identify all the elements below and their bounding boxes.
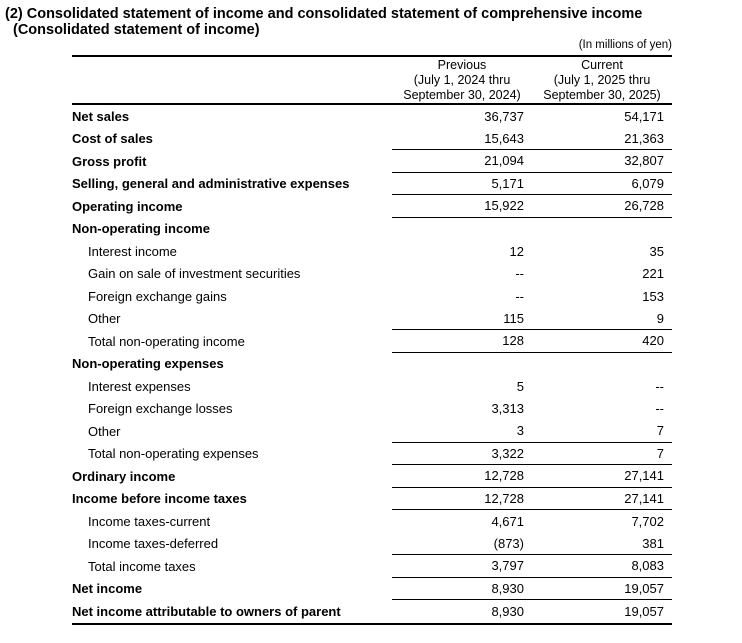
- row-label: Interest income: [88, 243, 177, 259]
- row-value-current: --: [655, 378, 664, 394]
- row-value-previous: --: [515, 266, 524, 282]
- row-value-previous: 36,737: [484, 108, 524, 124]
- row-value-current: 420: [532, 330, 672, 353]
- row-value-previous: 115: [392, 308, 532, 331]
- header-previous-period: [392, 57, 532, 103]
- unit-note: (In millions of yen): [578, 39, 672, 51]
- row-value-previous: [392, 353, 532, 376]
- row-label: Gross profit: [72, 153, 147, 169]
- row-value-previous: 3,322: [392, 443, 532, 466]
- page-title: [5, 6, 642, 38]
- table-row: [72, 600, 672, 623]
- row-value-current: [532, 353, 672, 376]
- row-value-current: 381: [532, 533, 672, 556]
- row-value-current: 221: [642, 266, 664, 282]
- row-value-current: 7,702: [631, 513, 664, 529]
- header-current-name: Current: [581, 57, 623, 72]
- row-label: Total non-operating expenses: [88, 446, 259, 462]
- row-label: Non-operating expenses: [72, 356, 224, 372]
- table-row: [72, 578, 672, 601]
- row-label: Ordinary income: [72, 468, 176, 484]
- row-value-previous: 3: [392, 420, 532, 443]
- row-value-current: 54,171: [624, 108, 664, 124]
- row-label: Income before income taxes: [72, 491, 247, 507]
- table-row: [72, 353, 672, 376]
- table-row: [72, 240, 672, 263]
- row-value-previous: 12,728: [392, 488, 532, 511]
- row-value-current: 6,079: [532, 173, 672, 196]
- row-value-previous: 4,671: [491, 513, 524, 529]
- row-value-current: 19,057: [532, 578, 672, 601]
- row-label: Income taxes-current: [88, 513, 211, 529]
- row-value-current: 26,728: [532, 195, 672, 218]
- table-row: [72, 285, 672, 308]
- row-value-previous: [392, 218, 532, 241]
- table-row: [72, 218, 672, 241]
- row-label: Cost of sales: [72, 131, 153, 147]
- row-label: Selling, general and administrative expenses: [72, 176, 350, 192]
- table-row: [72, 420, 672, 443]
- row-value-previous: --: [515, 288, 524, 304]
- row-label: Foreign exchange losses: [88, 401, 233, 417]
- table-row: [72, 150, 672, 173]
- table-row: [72, 173, 672, 196]
- table-row: [72, 398, 672, 421]
- table-body: [72, 105, 672, 625]
- row-label: Income taxes-deferred: [88, 536, 219, 552]
- row-label: Other: [88, 311, 121, 327]
- row-label: Total income taxes: [88, 558, 196, 574]
- row-value-previous: 8,930: [491, 603, 524, 619]
- table-row: [72, 465, 672, 488]
- row-value-previous: (873): [392, 533, 532, 556]
- row-label: Net sales: [72, 108, 130, 124]
- header-current-period-line1: (July 1, 2025 thru: [553, 72, 651, 87]
- table-row: [72, 128, 672, 151]
- table-row: [72, 443, 672, 466]
- table-row: [72, 510, 672, 533]
- row-value-previous: 15,643: [392, 128, 532, 151]
- table-row: [72, 330, 672, 353]
- row-value-current: 7: [532, 443, 672, 466]
- row-value-previous: 12,728: [392, 465, 532, 488]
- header-previous-name: Previous: [437, 57, 487, 72]
- row-value-current: 19,057: [624, 603, 664, 619]
- row-value-current: 7: [532, 420, 672, 443]
- row-value-current: 35: [649, 243, 664, 259]
- row-value-previous: 128: [392, 330, 532, 353]
- row-value-previous: 3,797: [392, 555, 532, 578]
- row-label: Foreign exchange gains: [88, 288, 227, 304]
- header-previous-period-line1: (July 1, 2024 thru: [413, 72, 511, 87]
- table-row: [72, 375, 672, 398]
- income-statement-table: [72, 55, 672, 625]
- header-previous-period-line2: September 30, 2024): [403, 88, 521, 103]
- row-label: Interest expenses: [88, 378, 191, 394]
- row-value-current: 21,363: [532, 128, 672, 151]
- row-label: Net income: [72, 581, 143, 597]
- row-value-current: 8,083: [532, 555, 672, 578]
- row-label: Operating income: [72, 198, 183, 214]
- row-value-previous: 15,922: [392, 195, 532, 218]
- table-row: [72, 263, 672, 286]
- row-label: Gain on sale of investment securities: [88, 266, 301, 282]
- row-label: Net income attributable to owners of parent: [72, 603, 341, 619]
- row-value-previous: 8,930: [392, 578, 532, 601]
- row-value-previous: 5: [516, 378, 524, 394]
- table-row: [72, 105, 672, 128]
- row-value-previous: 3,313: [491, 401, 524, 417]
- table-row: [72, 533, 672, 556]
- row-value-current: 153: [642, 288, 664, 304]
- table-row: [72, 308, 672, 331]
- row-value-previous: 12: [509, 243, 524, 259]
- row-value-current: 27,141: [532, 465, 672, 488]
- header-current-period: [532, 57, 672, 103]
- row-value-previous: 21,094: [392, 150, 532, 173]
- row-value-previous: 5,171: [392, 173, 532, 196]
- row-label: Other: [88, 423, 121, 439]
- row-value-current: 32,807: [532, 150, 672, 173]
- row-label: Total non-operating income: [88, 333, 245, 349]
- row-value-current: 9: [532, 308, 672, 331]
- row-value-current: --: [655, 401, 664, 417]
- table-row: [72, 488, 672, 511]
- table-row: [72, 195, 672, 218]
- row-label: Non-operating income: [72, 221, 210, 237]
- header-current-period-line2: September 30, 2025): [543, 88, 661, 103]
- page-title-line2: (Consolidated statement of income): [13, 22, 260, 38]
- row-value-current: 27,141: [532, 488, 672, 511]
- row-value-current: [532, 218, 672, 241]
- table-row: [72, 555, 672, 578]
- page-title-line1: (2) Consolidated statement of income and consolidated statement of comprehensive income: [5, 6, 643, 22]
- table-header: [72, 55, 672, 105]
